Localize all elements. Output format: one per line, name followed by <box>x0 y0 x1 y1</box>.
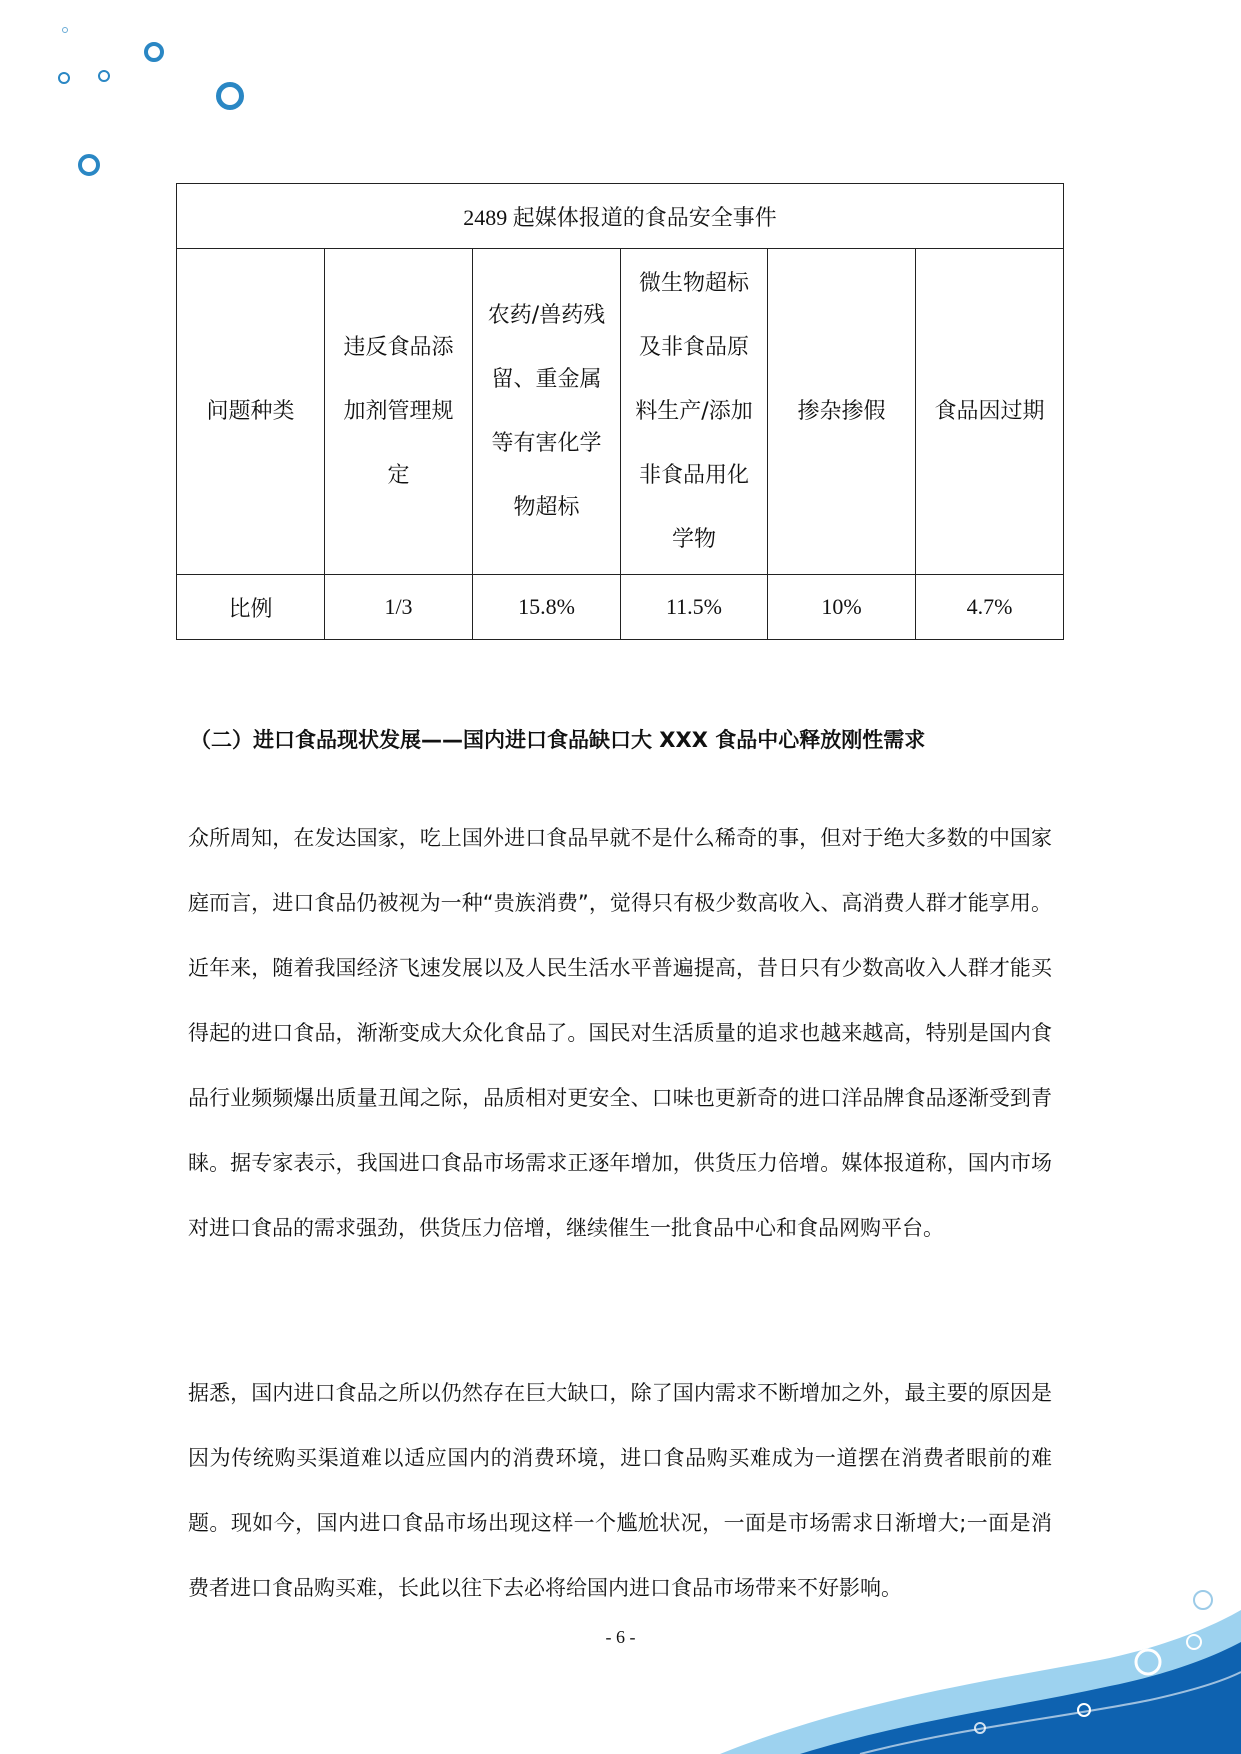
table-header-cell: 食品因过期 <box>916 249 1064 575</box>
table-header-cell: 掺杂掺假 <box>768 249 916 575</box>
table-header-row <box>177 249 1064 575</box>
decorative-bubbles <box>0 0 260 190</box>
section-heading: （二）进口食品现状发展——国内进口食品缺口大 XXX 食品中心释放刚性需求 <box>190 728 926 752</box>
table-caption-text: 2489 起媒体报道的食品安全事件 <box>463 204 777 230</box>
table-caption-row <box>177 184 1064 249</box>
table-row-label: 比例 <box>177 575 325 640</box>
bubble-icon <box>62 27 68 33</box>
bubble-icon <box>78 154 100 176</box>
body-paragraph: 众所周知，在发达国家，吃上国外进口食品早就不是什么稀奇的事，但对于绝大多数的中国家庭而言，进口食品仍被视为一种“贵族消费”，觉得只有极少数高收入、高消费人群才能享用。近年来，随着我国经济飞速发展以及人民生活水平普遍提高，昔日只有少数高收入人群才能买得起的进口食品，渐渐变成大众化食品了。国民对生活质量的追求也越来越高，特别是国内食品行业频频爆出质量丑闻之际，品质相对更安全、口味也更新奇的进口洋品牌食品逐渐受到青睐。据专家表示，我国进口食品市场需求正逐年增加，供货压力倍增。媒体报道称，国内市场对进口食品的需求强劲，供货压力倍增，继续催生一批食品中心和食品网购平台。 <box>188 826 1052 1240</box>
decorative-wave <box>680 1590 1241 1754</box>
table-cell: 15.8% <box>473 575 621 640</box>
table-header-label: 问题种类 <box>177 249 325 575</box>
table-header-cell: 农药/兽药残留、重金属等有害化学物超标 <box>473 249 621 575</box>
table-header-cell: 微生物超标及非食品原料生产/添加非食品用化学物 <box>621 249 768 575</box>
table-row <box>177 575 1064 640</box>
table-cell: 4.7% <box>916 575 1064 640</box>
food-safety-table <box>176 183 1064 640</box>
table-cell: 11.5% <box>621 575 768 640</box>
table-cell: 1/3 <box>325 575 473 640</box>
body-paragraph: 据悉，国内进口食品之所以仍然存在巨大缺口，除了国内需求不断增加之外，最主要的原因是因为传统购买渠道难以适应国内的消费环境，进口食品购买难成为一道摆在消费者眼前的难题。现如今，国内进口食品市场出现这样一个尴尬状况，一面是市场需求日渐增大;一面是消费者进口食品购买难，长此以往下去必将给国内进口食品市场带来不好影响。 <box>188 1381 1052 1600</box>
bubble-icon <box>58 72 70 84</box>
table-header-cell: 违反食品添加剂管理规定 <box>325 249 473 575</box>
bubble-icon <box>216 82 244 110</box>
page-number: - 6 - <box>605 1627 636 1647</box>
bubble-icon <box>144 42 164 62</box>
table-cell: 10% <box>768 575 916 640</box>
table-caption <box>177 184 1064 249</box>
bubble-icon <box>98 70 110 82</box>
wave-bubble-icon <box>1194 1591 1212 1609</box>
